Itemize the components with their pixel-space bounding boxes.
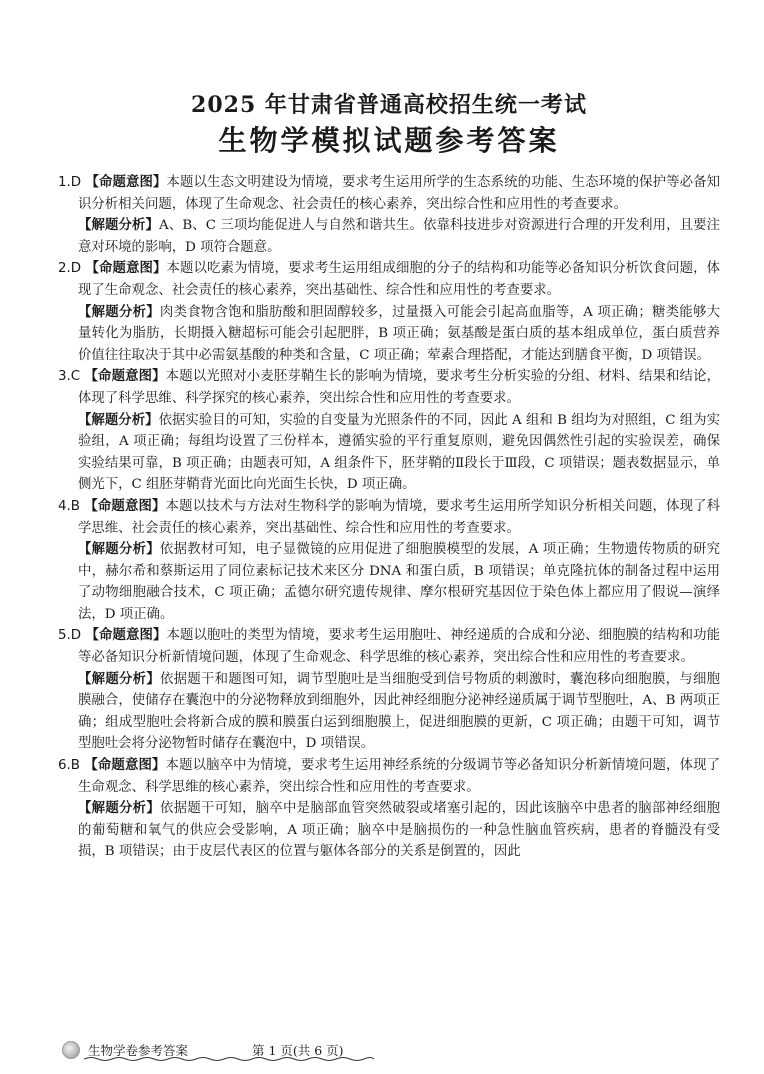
intent-tag: 【命题意图】 (84, 368, 166, 385)
item-number: 5.D (58, 628, 82, 644)
item-number: 6.B (58, 758, 80, 774)
item-number: 1.D (58, 175, 82, 190)
item-analysis (58, 410, 720, 496)
analysis-text: 依据题干和题图可知，调节型胞吐是当细胞受到信号物质的刺激时，囊泡移向细胞膜，与细胞膜融合，使储存在囊泡中的分泌物释放到细胞外，因此神经细胞分泌神经递质属于调节型胞吐，A、B 两项正确；组成型胞吐会将新合成的膜和膜蛋白运到细胞膜上，促进细胞膜的更新，C 项正确；由题干可知，调节型胞吐会将分泌物暂时储存在囊泡中，D 项错误。 (78, 671, 721, 752)
exam-title: 2025 年甘肃省普通高校招生统一考试 (191, 92, 587, 118)
analysis-tag: 【解题分析】 (78, 217, 160, 234)
page-footer (58, 1038, 358, 1062)
intent-tag: 【命题意图】 (85, 174, 167, 190)
intent-text: 本题以吃素为情境，要求考生运用组成细胞的分子的结构和功能等必备知识分析饮食问题，体现了生命观念、社会责任的核心素养，突出基础性、综合性和应用性的考查要求。 (78, 261, 721, 298)
answer-item-3 (58, 366, 720, 496)
item-analysis (58, 669, 720, 755)
intent-tag: 【命题意图】 (84, 497, 166, 514)
intent-text: 本题以脑卒中为情境，要求考生运用神经系统的分级调节等必备知识分析新情境问题，体现了生命观念、科学思维的核心素养，突出综合性和应用性的考查要求。 (78, 758, 721, 795)
intent-tag: 【命题意图】 (85, 260, 167, 277)
footer-label: 生物学卷参考答案 (88, 1043, 189, 1058)
page-number: 第 1 页(共 6 页) (252, 1043, 344, 1058)
footer-wave-line (84, 1056, 374, 1062)
item-intent (58, 366, 720, 409)
analysis-tag: 【解题分析】 (78, 541, 160, 558)
analysis-text: 依据实验目的可知，实验的自变量为光照条件的不同，因此 A 组和 B 组均为对照组，C 组为实验组，A 项正确；每组均设置了三份样本，遵循实验的平行重复原则，避免因偶然性引起的实验误差，确保实验结果可靠，B 项正确；由题表可知，A 组条件下，胚芽鞘的Ⅱ段长于Ⅲ段，C 项错误；题表数据显示，单侧光下，C 组胚芽鞘背光面比向光面生长快，D 项正确。 (78, 412, 721, 493)
item-number: 3.C (58, 369, 81, 385)
intent-text: 本题以技术与方法对生物科学的影响为情境，要求考生运用所学知识分析相关问题，体现了科学思维、社会责任的核心素养，突出基础性、综合性和应用性的考查要求。 (78, 498, 721, 536)
analysis-tag: 【解题分析】 (78, 303, 160, 320)
item-intent (58, 625, 720, 668)
item-intent (58, 755, 720, 798)
item-analysis (58, 539, 720, 625)
item-number: 4.B (58, 498, 80, 514)
analysis-tag: 【解题分析】 (78, 670, 160, 687)
item-analysis (58, 215, 720, 258)
intent-tag: 【命题意图】 (84, 757, 166, 774)
analysis-text: 依据教材可知，电子显微镜的应用促进了细胞膜模型的发展，A 项正确；生物遗传物质的研究中，赫尔希和蔡斯运用了同位素标记技术来区分 DNA 和蛋白质，B 项错误；单克隆抗体的制备过程中运用了动物细胞融合技术，C 项正确；孟德尔研究遗传规律、摩尔根研究基因位于染色体上都应用了假说—演绎法，D 项正确。 (78, 542, 720, 622)
answer-item-1 (58, 172, 720, 258)
item-intent (58, 496, 720, 539)
item-intent (58, 258, 720, 301)
item-analysis (58, 302, 720, 367)
footer-badge-icon (62, 1041, 80, 1059)
analysis-tag: 【解题分析】 (78, 800, 160, 817)
answer-list (58, 172, 720, 863)
item-analysis (58, 798, 720, 863)
answer-item-4 (58, 496, 720, 626)
item-intent (58, 172, 720, 215)
intent-text: 本题以胞吐的类型为情境，要求考生运用胞吐、神经递质的合成和分泌、细胞膜的结构和功能等必备知识分析新情境问题，体现了生命观念、科学思维的核心素养，突出综合性和应用性的考查要求。 (78, 628, 721, 666)
analysis-text: A、B、C 三项均能促进人与自然和谐共生。依靠科技进步对资源进行合理的开发利用，且要注意对环境的影响，D 项符合题意。 (78, 218, 721, 255)
analysis-text: 依据题干可知，脑卒中是脑部血管突然破裂或堵塞引起的，因此该脑卒中患者的脑部神经细胞的葡萄糖和氧气的供应会受影响，A 项正确；脑卒中是脑损伤的一种急性脑血管疾病，患者的脊髓没有受损，B 项错误；由于皮层代表区的位置与躯体各部分的关系是倒置的，因此 (78, 801, 721, 860)
intent-text: 本题以生态文明建设为情境，要求考生运用所学的生态系统的功能、生态环境的保护等必备知识分析相关问题，体现了生命观念、社会责任的核心素养，突出综合性和应用性的考查要求。 (78, 175, 721, 212)
item-number: 2.D (58, 261, 82, 277)
intent-tag: 【命题意图】 (85, 627, 167, 644)
answer-item-6 (58, 755, 720, 863)
answer-key-title: 生物学模拟试题参考答案 (218, 124, 560, 157)
analysis-text: 肉类食物含饱和脂肪酸和胆固醇较多，过量摄入可能会引起高血脂等，A 项正确；糖类能够大量转化为脂肪，长期摄入糖超标可能会引起肥胖，B 项正确；氨基酸是蛋白质的基本组成单位，蛋白质营养价值往往取决于其中必需氨基酸的种类和含量，C 项正确；荤素合理搭配，才能达到膳食平衡，D 项错误。 (78, 304, 720, 363)
analysis-tag: 【解题分析】 (78, 411, 159, 428)
answer-item-5 (58, 625, 720, 755)
answer-item-2 (58, 258, 720, 366)
intent-text: 本题以光照对小麦胚芽鞘生长的影响为情境，要求考生分析实验的分组、材料、结果和结论，体现了科学思维、科学探究的核心素养，突出综合性和应用性的考查要求。 (78, 369, 720, 406)
